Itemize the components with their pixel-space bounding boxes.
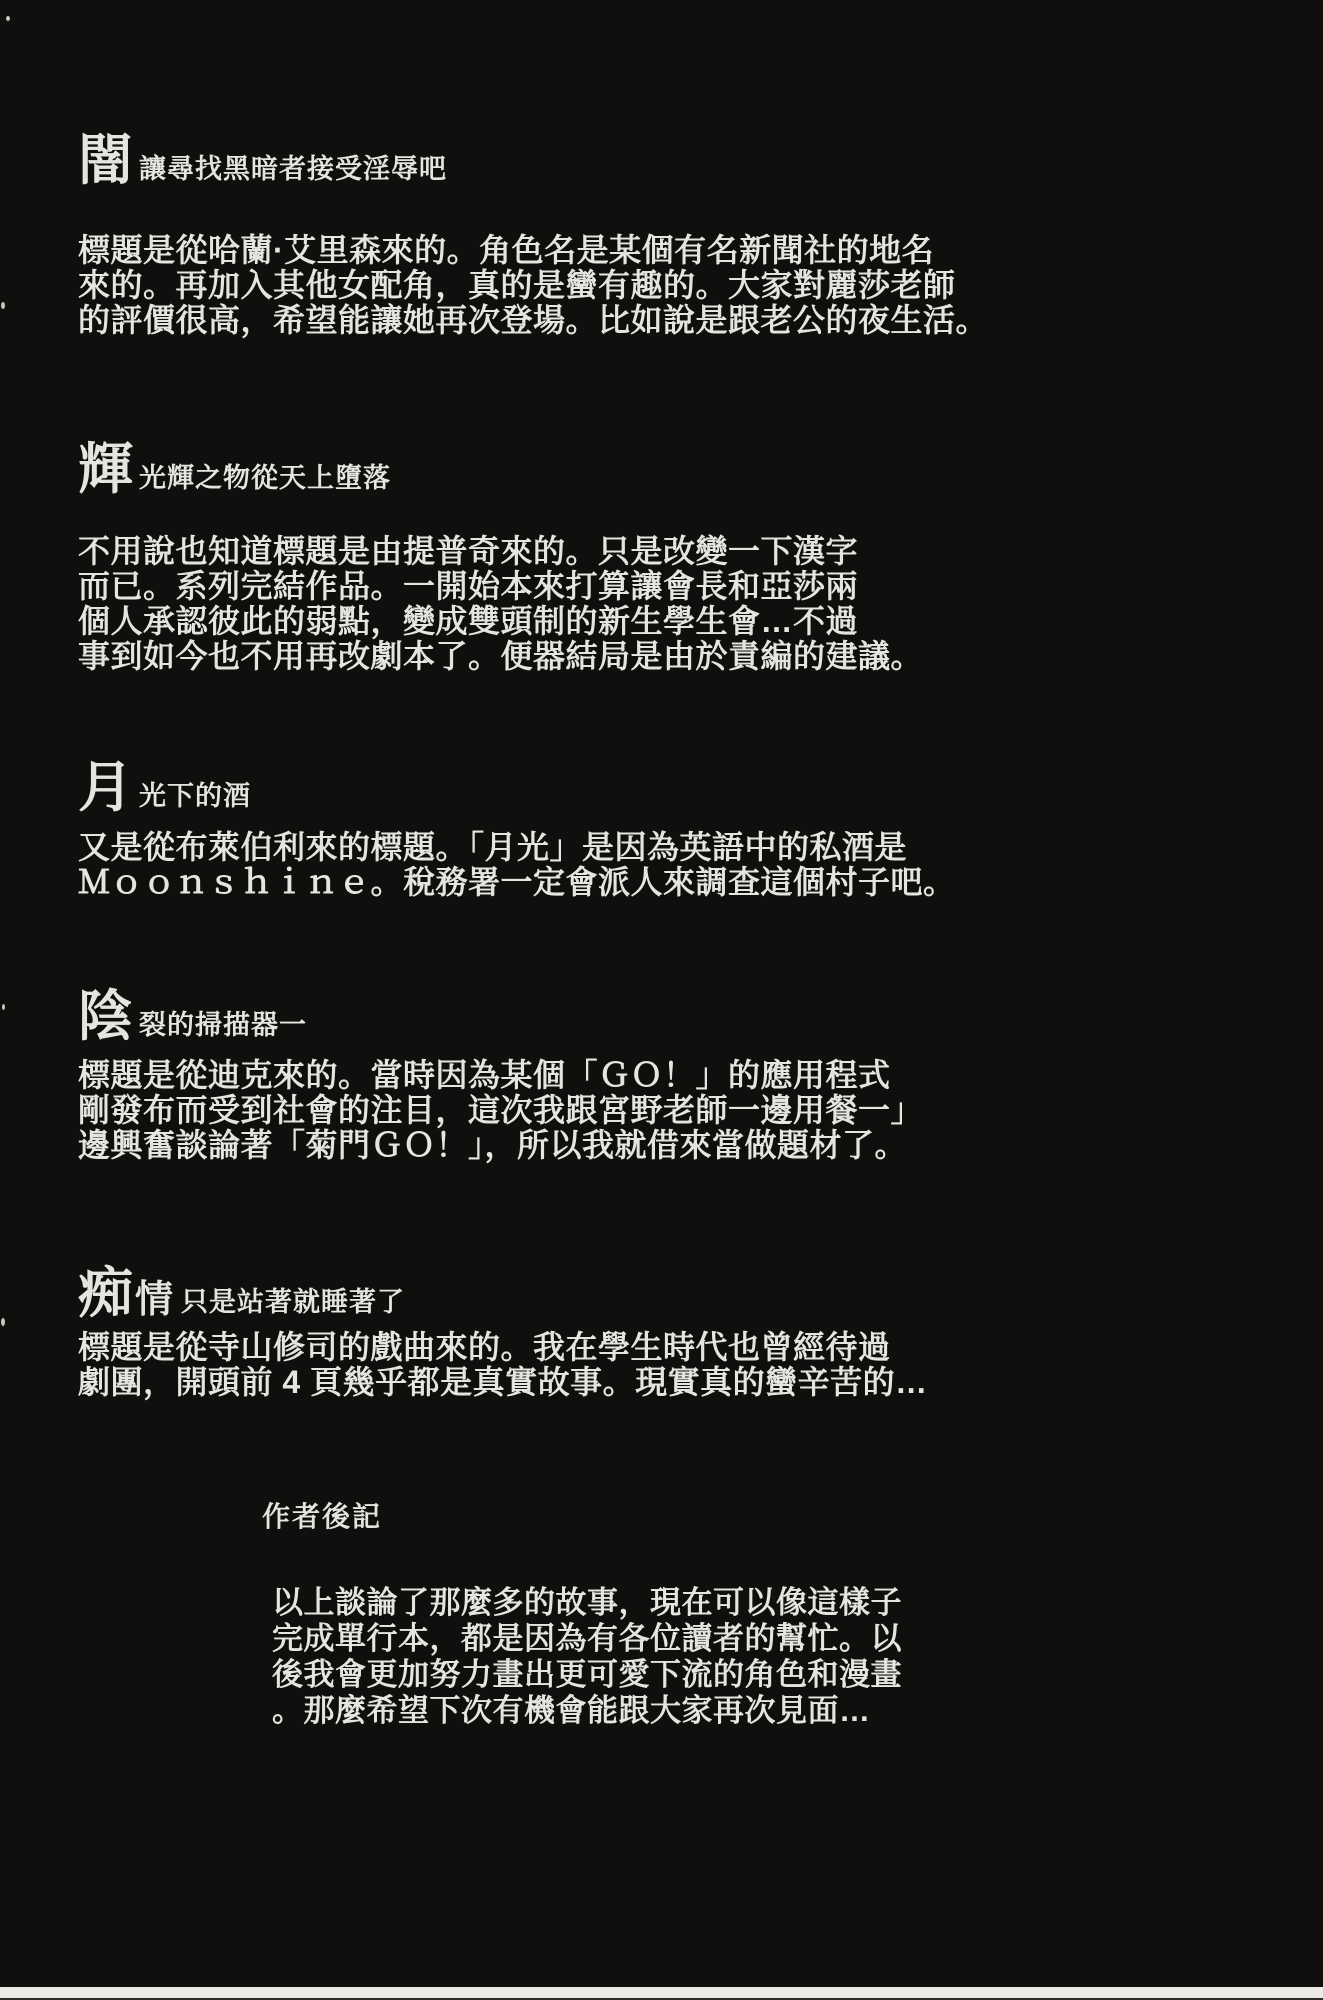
body-line: 不用說也知道標題是由提普奇來的。只是改變一下漢字 bbox=[78, 533, 859, 569]
scan-speck bbox=[1, 302, 5, 309]
body-line: 又是從布萊伯利來的標題。「月光」是因為英語中的私酒是 bbox=[78, 829, 908, 865]
body-line: 劇團，開頭前 4 頁幾乎都是真實故事。現實真的蠻辛苦的… bbox=[78, 1364, 928, 1400]
body-line: 標題是從哈蘭·艾里森來的。角色名是某個有名新聞社的地名 bbox=[78, 232, 935, 268]
section-body bbox=[78, 233, 1323, 338]
section-heading bbox=[78, 436, 1323, 501]
body-line: 事到如今也不用再改劇本了。便器結局是由於責編的建議。 bbox=[78, 638, 924, 674]
section-heading bbox=[78, 754, 1323, 819]
section-subtitle: 裂的掃描器一 bbox=[139, 1010, 308, 1040]
section-yami bbox=[78, 127, 1323, 338]
afterword-body bbox=[272, 1585, 1323, 1729]
body-line: 的評價很高，希望能讓她再次登場。比如說是跟老公的夜生活。 bbox=[78, 302, 989, 338]
body-line: 。那麼希望下次有機會能跟大家再次見面… bbox=[272, 1693, 871, 1728]
section-heading bbox=[78, 1260, 1323, 1325]
body-line: 個人承認彼此的弱點，變成雙頭制的新生學生會…不過 bbox=[78, 603, 859, 639]
scan-speck bbox=[1, 1318, 5, 1326]
body-line: 標題是從迪克來的。當時因為某個「ＧＯ！」的應用程式 bbox=[78, 1057, 891, 1093]
afterword-block bbox=[78, 1495, 1323, 1729]
section-kagayaki bbox=[78, 436, 1323, 674]
section-subtitle: 光下的酒 bbox=[139, 781, 252, 811]
body-line: 邊興奮談論著「菊門ＧＯ！」，所以我就借來當做題材了。 bbox=[78, 1127, 908, 1163]
afterword-title: 作者後記 bbox=[262, 1501, 383, 1532]
scan-speck bbox=[2, 1004, 5, 1010]
section-body bbox=[78, 1058, 1323, 1163]
section-subtitle: 讓尋找黑暗者接受淫辱吧 bbox=[139, 154, 448, 184]
body-line: 完成單行本，都是因為有各位讀者的幫忙。以 bbox=[272, 1621, 902, 1656]
section-body bbox=[78, 830, 1323, 900]
section-body bbox=[78, 534, 1323, 674]
body-line: 而已。系列完結作品。一開始本來打算讓會長和亞莎兩 bbox=[78, 568, 859, 604]
section-heading bbox=[78, 983, 1323, 1048]
body-line: 剛發布而受到社會的注目，這次我跟宮野老師一邊用餐一」 bbox=[78, 1092, 924, 1128]
section-subtitle: 只是站著就睡著了 bbox=[181, 1287, 406, 1317]
body-line: Ｍｏｏｎｓｈｉｎｅ。稅務署一定會派人來調查這個村子吧。 bbox=[78, 864, 956, 900]
section-subtitle: 光輝之物從天上墮落 bbox=[139, 463, 392, 493]
body-line: 來的。再加入其他女配角，真的是蠻有趣的。大家對麗莎老師 bbox=[78, 267, 956, 303]
section-in bbox=[78, 983, 1323, 1163]
section-body bbox=[78, 1330, 1323, 1400]
body-line: 標題是從寺山修司的戲曲來的。我在學生時代也曾經待過 bbox=[78, 1329, 891, 1365]
body-line: 後我會更加努力畫出更可愛下流的角色和漫畫 bbox=[272, 1657, 902, 1692]
title-kanji: 月 bbox=[78, 754, 134, 819]
title-kanji: 痴 bbox=[78, 1260, 134, 1325]
title-kanji: 輝 bbox=[78, 436, 134, 501]
body-line: 以上談論了那麼多的故事，現在可以像這樣子 bbox=[272, 1585, 902, 1620]
scan-speck bbox=[6, 16, 10, 21]
title-kanji-small: 情 bbox=[135, 1276, 174, 1321]
title-kanji: 陰 bbox=[78, 983, 134, 1048]
section-heading bbox=[78, 127, 1323, 192]
page-edge-strip bbox=[0, 1987, 1323, 2000]
title-kanji: 闇 bbox=[78, 127, 134, 192]
section-tsuki bbox=[78, 754, 1323, 900]
section-chijou bbox=[78, 1260, 1323, 1400]
